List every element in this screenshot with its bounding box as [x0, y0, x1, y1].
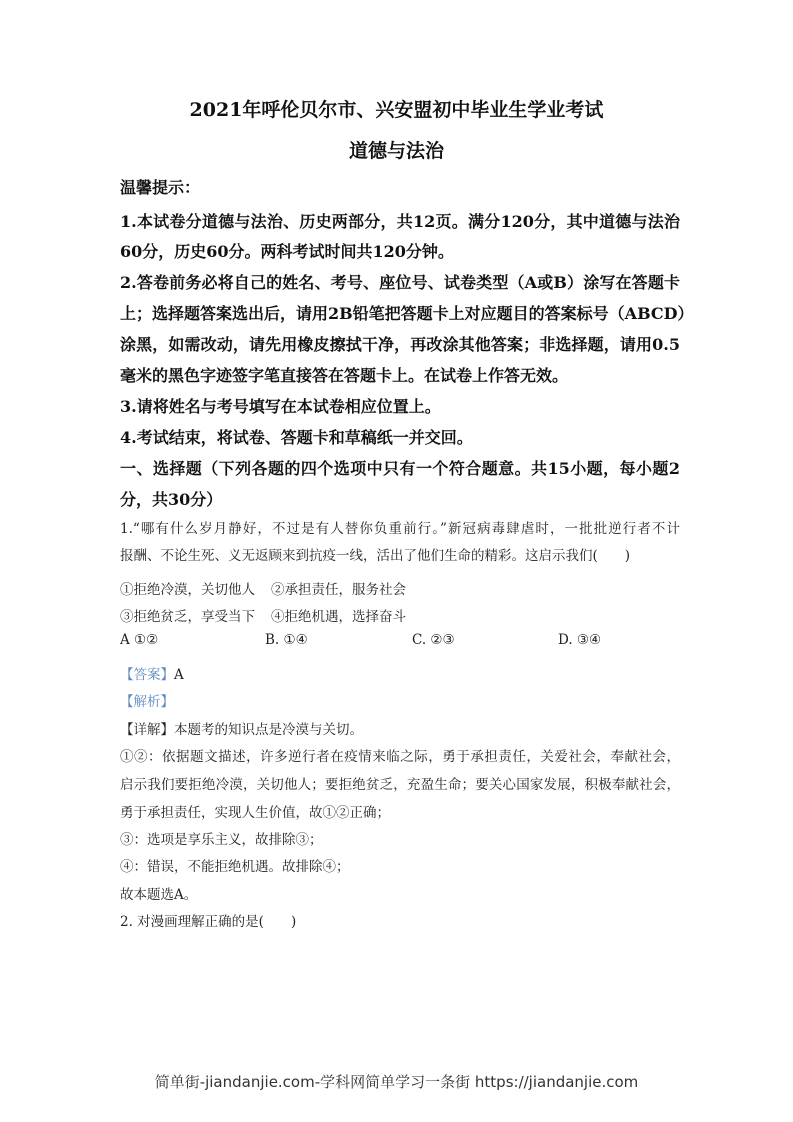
detail-line: ④：错误，不能拒绝机遇。故排除④； [120, 859, 350, 875]
notice-line: 1.本试卷分道德与法治、历史两部分，共12页。满分120分，其中道德与法治 [120, 212, 680, 231]
exam-title: 2021年呼伦贝尔市、兴安盟初中毕业生学业考试 [189, 99, 604, 121]
q1-item: ②承担责任，服务社会 [271, 582, 406, 598]
q1-item: ①拒绝冷漠，关切他人 [120, 582, 255, 598]
detail-line: ③：选项是享乐主义，故排除③； [120, 832, 323, 848]
section-heading: 一、选择题（下列各题的四个选项中只有一个符合题意。共15小题，每小题2 [120, 459, 680, 478]
answer-label: 【答案】 [120, 667, 174, 683]
subject-title: 道德与法治 [348, 140, 444, 162]
notice-line: 3.请将姓名与考号填写在本试卷相应位置上。 [120, 397, 441, 416]
answer-value: A [174, 667, 184, 683]
notice-line: 毫米的黑色字迹签字笔直接答在答题卡上。在试卷上作答无效。 [120, 366, 569, 385]
q1-answer [120, 669, 184, 683]
section-heading: 分，共30分） [120, 490, 223, 509]
q1-item: ③拒绝贫乏，享受当下 [120, 609, 255, 625]
q1-option-a: A ①② [120, 632, 159, 648]
notice-line: 2.答卷前务必将自己的姓名、考号、座位号、试卷类型（A或B）涂写在答题卡 [120, 273, 680, 292]
detail-line: 故本题选A。 [120, 887, 198, 903]
q2-stem: 2. 对漫画理解正确的是( ) [120, 914, 297, 930]
notice-line: 60分，历史60分。两科考试时间共120分钟。 [120, 242, 454, 261]
q1-option-c: C. ②③ [412, 632, 455, 648]
detail-line: ①②：依据题文描述，许多逆行者在疫情来临之际，勇于承担责任，关爱社会，奉献社会， [120, 749, 680, 765]
q1-stem: 报酬、不论生死、义无返顾来到抗疫一线，活出了他们生命的精彩。这启示我们( ) [120, 548, 631, 564]
q1-item: ④拒绝机遇，选择奋斗 [271, 609, 406, 625]
analysis-label: 【解析】 [120, 694, 174, 710]
detail-line: 【详解】本题考的知识点是冷漠与关切。 [120, 722, 363, 738]
notice-line: 4.考试结束，将试卷、答题卡和草稿纸一并交回。 [120, 428, 473, 447]
q1-stem: 1.“哪有什么岁月静好，不过是有人替你负重前行。”新冠病毒肆虐时，一批批逆行者不计 [120, 521, 680, 537]
notice-heading: 温馨提示： [120, 178, 201, 197]
footer-watermark: 简单街-jiandanjie.com-学科网简单学习一条街 https://jiandanjie.com [154, 1073, 639, 1091]
notice-line: 涂黑，如需改动，请先用橡皮擦拭干净，再改涂其他答案；非选择题，请用0.5 [120, 335, 680, 354]
detail-line: 启示我们要拒绝冷漠，关切他人；要拒绝贫乏，充盈生命；要关心国家发展，积极奉献社会， [120, 777, 680, 793]
notice-line: 上；选择题答案选出后，请用2B铅笔把答题卡上对应题目的答案标号（ABCD） [120, 304, 694, 323]
q1-option-b: B. ①④ [265, 632, 308, 648]
detail-line: 勇于承担责任，实现人生价值，故①②正确； [120, 805, 390, 821]
q1-option-d: D. ③④ [558, 632, 602, 648]
